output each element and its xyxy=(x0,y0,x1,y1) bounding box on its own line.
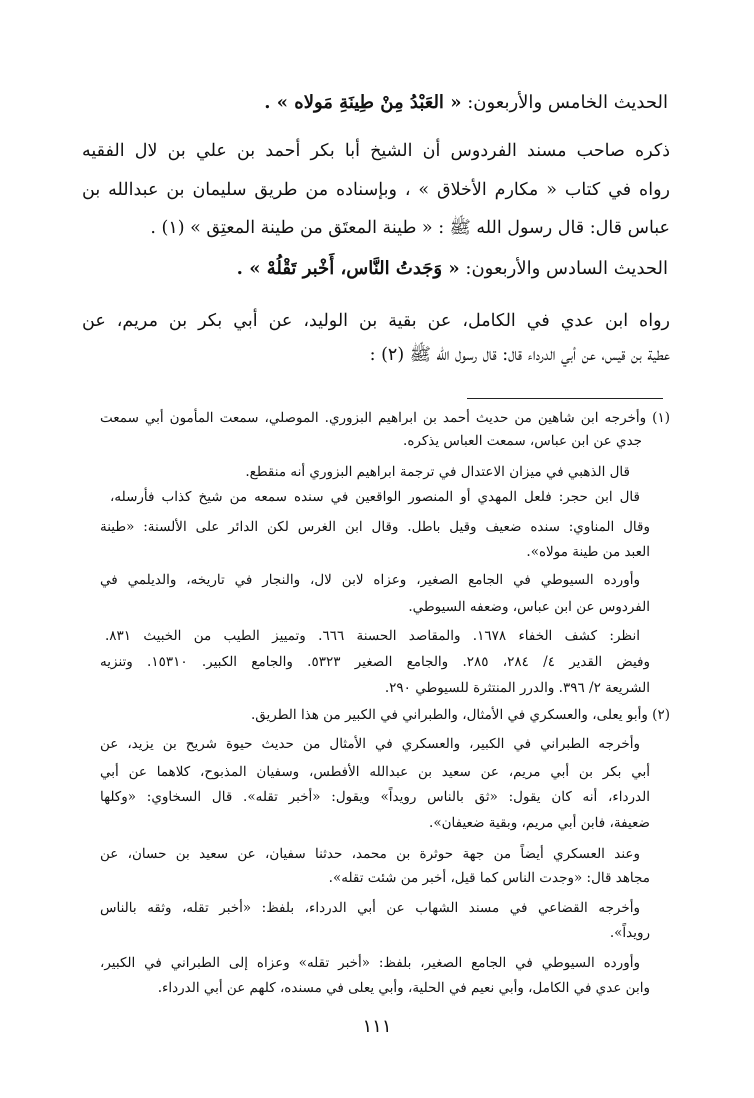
footnote-line: (٢) وأبو يعلى، والعسكري في الأمثال، والطبراني في الكبير من هذا الطريق. xyxy=(250,707,670,723)
footnote-line: وعند العسكري أيضاً من جهة حوثرة بن محمد، حدثنا سفيان، عن سعيد بن حسان، عن xyxy=(100,846,640,862)
hadith-45-line-3: عباس قال: قال رسول الله ﷺ : « طينة المعتَق من طينة المعتِق » (١) . xyxy=(150,218,670,238)
hadith-46-quote: « وَجَدتُ النَّاس، أَخْبر تَقْلُهْ » . xyxy=(236,258,460,279)
footnote-line: (١) وأخرجه ابن شاهين من حديث أحمد بن ابراهيم البزوري. الموصلي، سمعت المأمون أبي سمعت xyxy=(100,410,670,426)
footnote-line: قال ابن حجر: فلعل المهدي أو المنصور الواقعين في سنده سمعه من شيخ كذاب فأرسله، xyxy=(110,489,640,505)
footnote-line: الشريعة ٢/ ٣٩٦. والدرر المنتثرة للسيوطي ٢٩٠. xyxy=(384,680,650,696)
hadith-46-heading-label: الحديث السادس والأربعون: xyxy=(465,258,668,279)
footnote-divider xyxy=(467,398,663,399)
footnote-line: وابن عدي في الكامل، وأبي نعيم في الحلية، وأبي يعلى في مسنده، كلهم عن أبي الدرداء. xyxy=(157,980,650,996)
footnote-line: وأورده السيوطي في الجامع الصغير، بلفظ: «أخبر تقله» وعزاه إلى الطبراني في الكبير، xyxy=(100,955,640,971)
hadith-46-line-1: رواه ابن عدي في الكامل، عن بقية بن الوليد، عن أبي بكر بن مريم، عن xyxy=(82,311,670,331)
hadith-45-line-2: رواه في كتاب « مكارم الأخلاق » ، وبإسناده من طريق سليمان بن عبدالله بن xyxy=(82,180,670,200)
footnote-line: العبد من طينة مولاه». xyxy=(526,544,650,560)
footnote-line: مجاهد قال: «وجدت الناس كما قيل، أخبر من شئت تقله». xyxy=(328,870,650,886)
footnote-line: رويداً». xyxy=(609,925,650,941)
footnote-line: أبي بكر بن أبي مريم، عن سعيد بن عبدالله الأفطس، وسفيان المذبوح، كلاهما عن أبي xyxy=(100,764,650,780)
page-number: ١١١ xyxy=(362,1016,392,1037)
footnote-line: وقال المناوي: سنده ضعيف وقيل باطل. وقال ابن الغرس لكن الدائر على الألسنة: «طينة xyxy=(100,519,650,535)
hadith-46-heading xyxy=(236,253,668,285)
footnote-line: قال الذهبي في ميزان الاعتدال في ترجمة ابراهيم البزوري أنه منقطع. xyxy=(245,464,630,480)
hadith-45-quote: « العَبْدُ مِنْ طِينَةِ مَولاه » . xyxy=(264,92,462,113)
hadith-45-heading xyxy=(250,88,668,118)
footnote-line: جدي عن ابن عباس، سمعت العباس يذكره. xyxy=(403,433,642,449)
footnote-line: الفردوس عن ابن عباس، وضعفه السيوطي. xyxy=(408,599,650,615)
footnote-line: وأورده السيوطي في الجامع الصغير، وعزاه لابن لال، والنجار في تاريخه، والديلمي في xyxy=(100,572,640,588)
hadith-46-line-2: عطية بن قيس، عن أبي الدرداء قال: قال رسول الله ﷺ (٢) : xyxy=(369,345,670,365)
hadith-45-line-1: ذكره صاحب مسند الفردوس أن الشيخ أبا بكر أحمد بن علي بن لال الفقيه xyxy=(82,141,670,161)
footnote-line: ضعيفة، فابن أبي مريم، وبقية ضعيفان». xyxy=(429,815,650,831)
footnote-line: انظر: كشف الخفاء ١٦٧٨. والمقاصد الحسنة ٦٦٦. وتمييز الطيب من الخبيث ٨٣١. xyxy=(105,628,640,644)
footnote-line: وفيض القدير ٤/ ٢٨٤، ٢٨٥. والجامع الصغير ٥٣٢٣. والجامع الكبير. ١٥٣١٠. وتنزيه xyxy=(100,654,651,670)
footnote-line: وأخرجه القضاعي في مسند الشهاب عن أبي الدرداء، بلفظ: «أخبر تقله، وثقه بالناس xyxy=(100,900,640,916)
footnote-line: الدرداء، أنه كان يقول: «ثق بالناس رويداً» ويقول: «أخبر تقله». قال السخاوي: «وكلها xyxy=(100,789,650,805)
hadith-45-heading-label: الحديث الخامس والأربعون: xyxy=(467,92,668,113)
footnote-line: وأخرجه الطبراني في الكبير، والعسكري في الأمثال من حديث حيوة شريح بن يزيد، عن xyxy=(100,736,640,752)
